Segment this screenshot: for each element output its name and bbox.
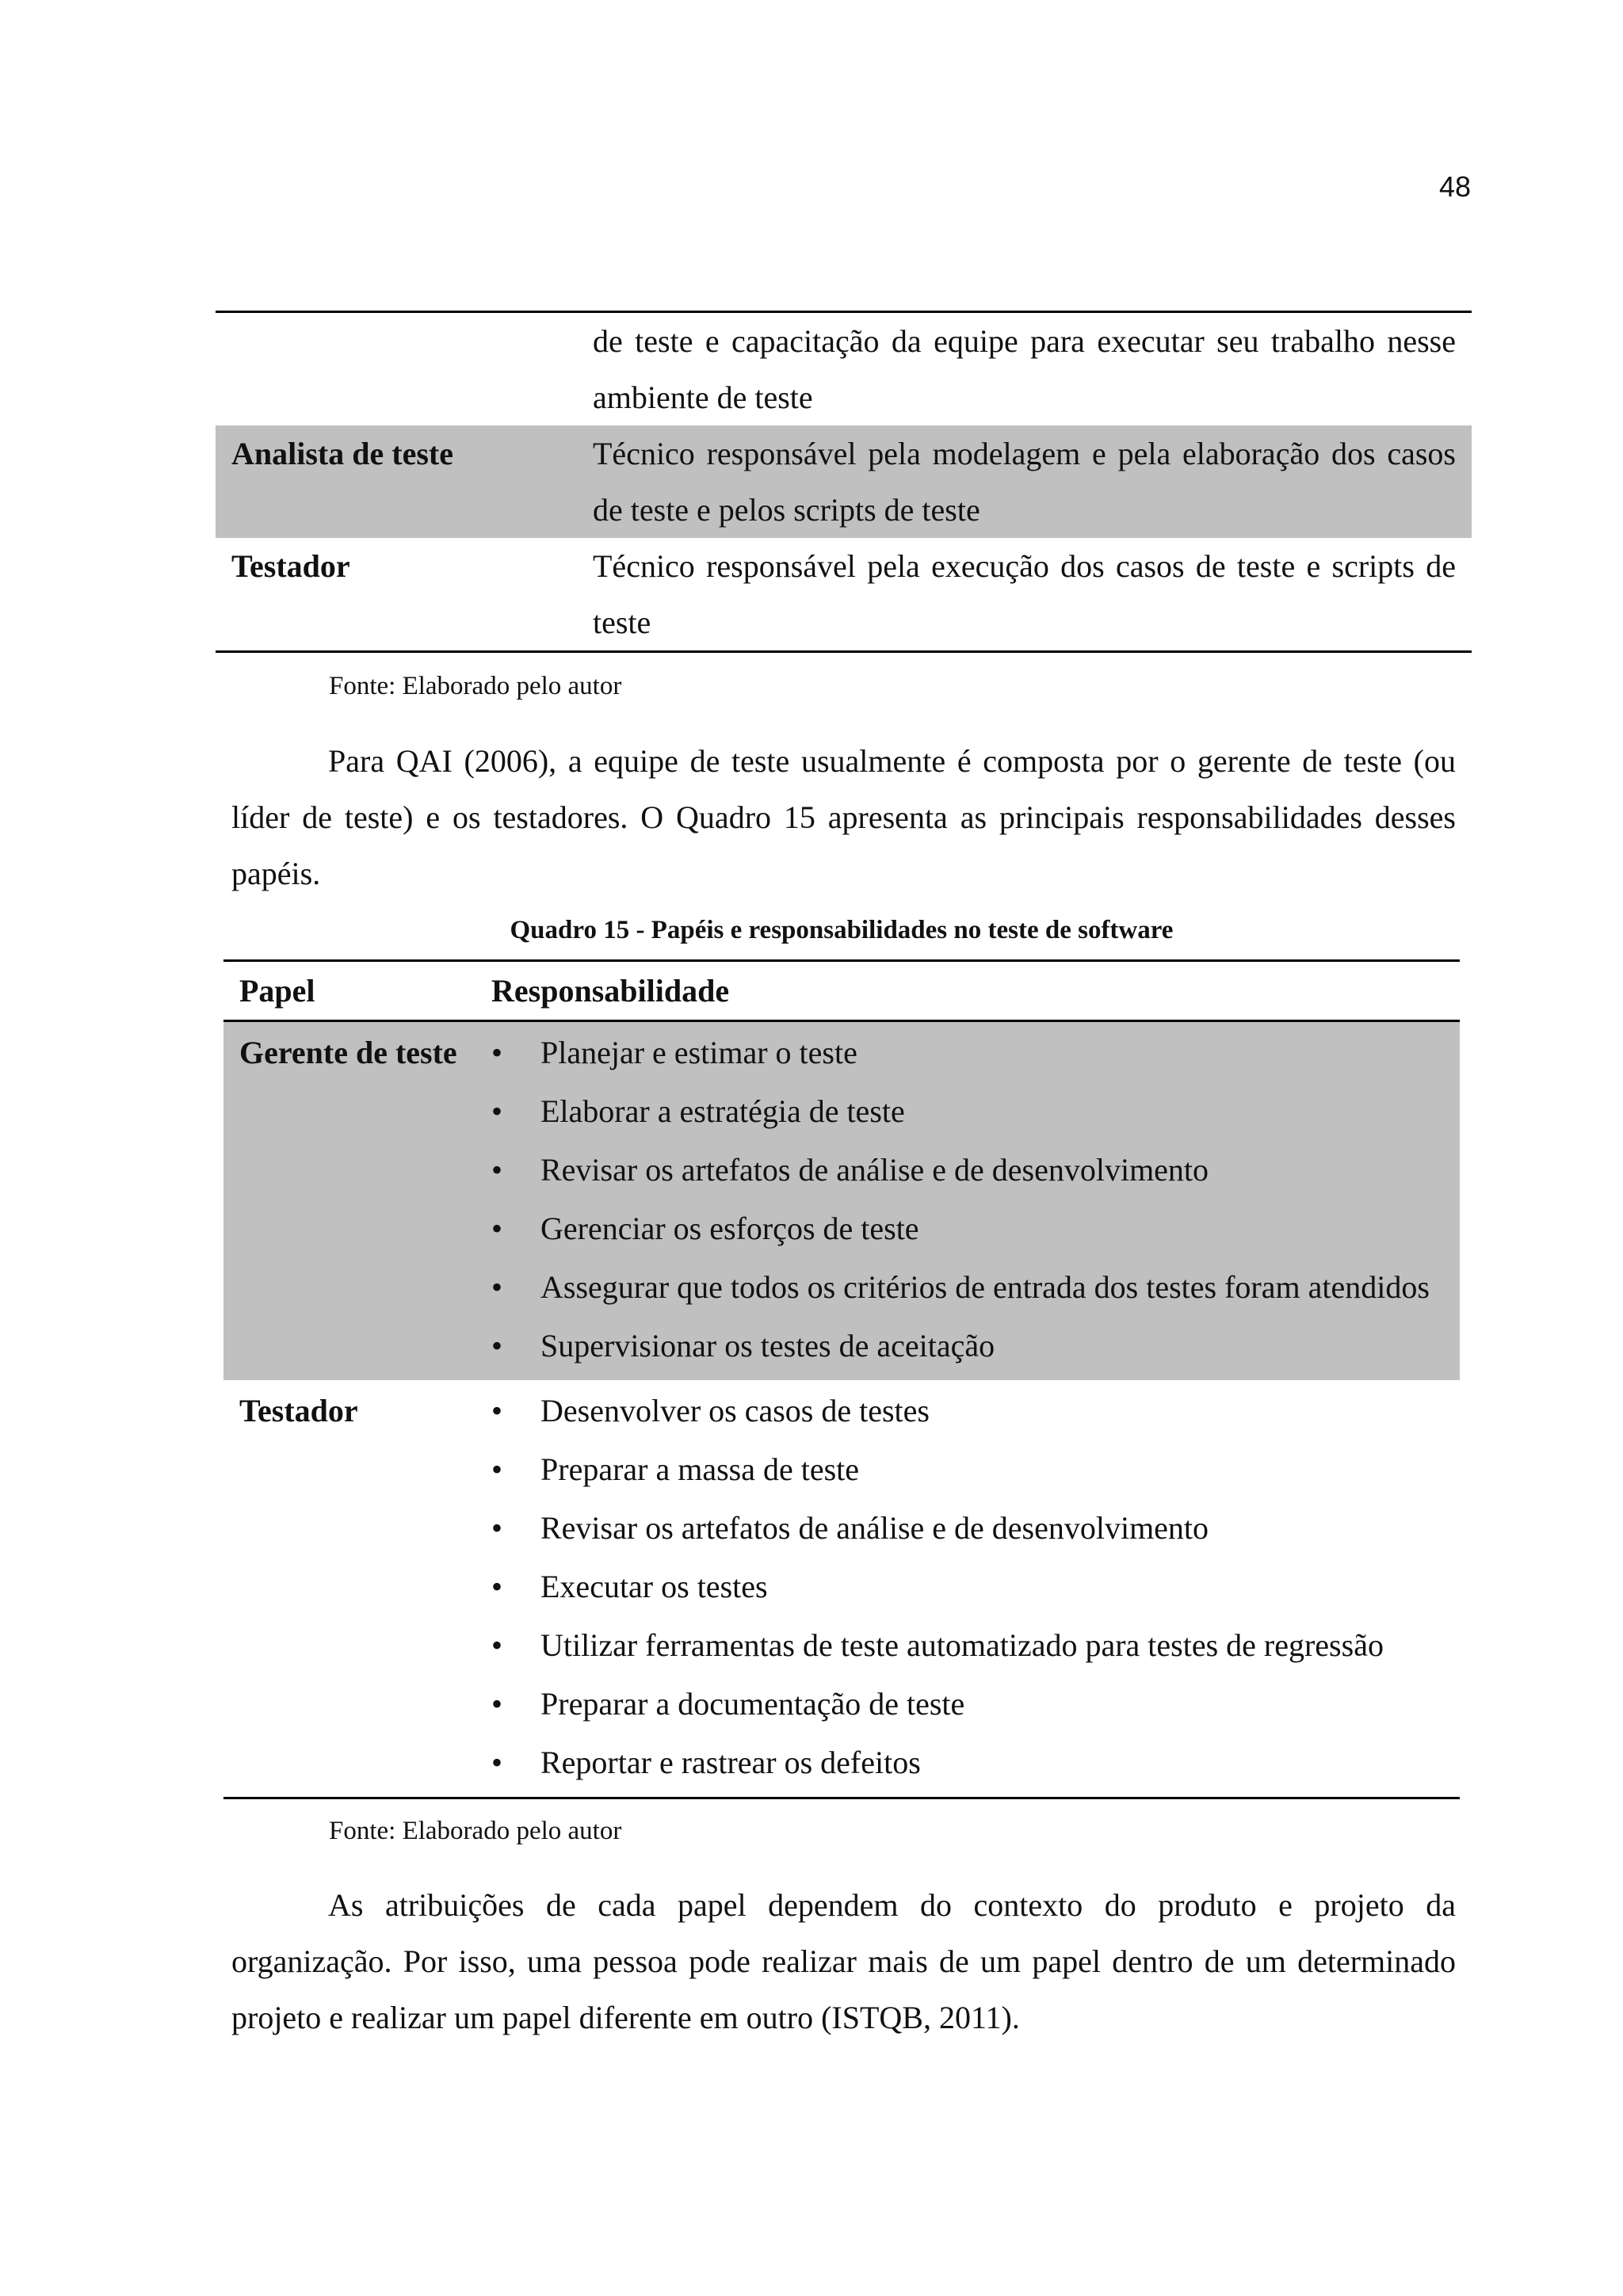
list-item-text: Revisar os artefatos de análise e de desenvolvimento bbox=[540, 1510, 1209, 1546]
bullet-icon: • bbox=[491, 1627, 503, 1663]
list-item-text: Executar os testes bbox=[540, 1569, 768, 1604]
continuation-table bbox=[216, 311, 1472, 653]
list-item bbox=[491, 1024, 1460, 1082]
header-responsabilidade: Responsabilidade bbox=[491, 973, 730, 1009]
bullet-icon: • bbox=[491, 1745, 503, 1780]
table-source: Fonte: Elaborado pelo autor bbox=[329, 1817, 622, 1845]
list-item-text: Reportar e rastrear os defeitos bbox=[540, 1745, 921, 1780]
bullet-icon: • bbox=[491, 1393, 503, 1428]
description-cell: Técnico responsável pela execução dos casos de teste e scripts de teste bbox=[593, 548, 1456, 640]
page-number: 48 bbox=[1438, 170, 1471, 203]
list-item-text: Utilizar ferramentas de teste automatizado para testes de regressão bbox=[540, 1627, 1384, 1663]
bullet-icon: • bbox=[491, 1328, 503, 1363]
list-item-text: Elaborar a estratégia de teste bbox=[540, 1093, 905, 1129]
bullet-icon: • bbox=[491, 1035, 503, 1070]
list-item bbox=[491, 1733, 1460, 1792]
role-group-testador bbox=[223, 1380, 1460, 1797]
bullet-icon: • bbox=[491, 1451, 503, 1487]
bullet-icon: • bbox=[491, 1510, 503, 1546]
table-row bbox=[216, 538, 1472, 650]
role-name: Gerente de teste bbox=[239, 1035, 457, 1070]
list-item-text: Supervisionar os testes de aceitação bbox=[540, 1328, 995, 1363]
list-item bbox=[491, 1440, 1460, 1499]
role-cell: Analista de teste bbox=[231, 436, 453, 471]
list-item-text: Gerenciar os esforços de teste bbox=[540, 1211, 919, 1246]
responsibility-list bbox=[491, 1024, 1460, 1375]
body-paragraph-2: As atribuições de cada papel dependem do contexto do produto e projeto da organização. Por isso, uma pessoa pode realizar mais de um papel dentro de um determinado projeto e realizar um papel diferente em outro (ISTQB, 2011). bbox=[231, 1887, 1456, 2035]
list-item-text: Preparar a documentação de teste bbox=[540, 1686, 965, 1722]
list-item bbox=[491, 1141, 1460, 1199]
description-cell: de teste e capacitação da equipe para executar seu trabalho nesse ambiente de teste bbox=[593, 323, 1456, 415]
list-item bbox=[491, 1675, 1460, 1733]
body-paragraph-1: Para QAI (2006), a equipe de teste usualmente é composta por o gerente de teste (ou líder de teste) e os testadores. O Quadro 15 apresenta as principais responsabilidades desses papéis. bbox=[231, 743, 1456, 891]
header-papel: Papel bbox=[239, 973, 315, 1009]
list-item-text: Preparar a massa de teste bbox=[540, 1451, 860, 1487]
list-item bbox=[491, 1317, 1460, 1375]
list-item bbox=[491, 1616, 1460, 1675]
bullet-icon: • bbox=[491, 1686, 503, 1722]
list-item bbox=[491, 1199, 1460, 1258]
table-row bbox=[216, 425, 1472, 538]
list-item bbox=[491, 1558, 1460, 1616]
bullet-icon: • bbox=[491, 1152, 503, 1188]
role-cell bbox=[216, 313, 593, 425]
table-caption: Quadro 15 - Papéis e responsabilidades no teste de software bbox=[510, 916, 1174, 944]
bullet-icon: • bbox=[491, 1569, 503, 1604]
list-item-text: Revisar os artefatos de análise e de desenvolvimento bbox=[540, 1152, 1209, 1188]
bullet-icon: • bbox=[491, 1093, 503, 1129]
role-name: Testador bbox=[239, 1393, 358, 1428]
list-item bbox=[491, 1499, 1460, 1558]
bullet-icon: • bbox=[491, 1269, 503, 1305]
list-item-text: Desenvolver os casos de testes bbox=[540, 1393, 930, 1428]
list-item bbox=[491, 1382, 1460, 1440]
list-item-text: Planejar e estimar o teste bbox=[540, 1035, 857, 1070]
responsibility-list bbox=[491, 1382, 1460, 1792]
bullet-icon: • bbox=[491, 1211, 503, 1246]
list-item-text: Assegurar que todos os critérios de entrada dos testes foram atendidos bbox=[540, 1269, 1430, 1305]
list-item bbox=[491, 1258, 1460, 1317]
role-cell: Testador bbox=[231, 548, 350, 584]
table-source: Fonte: Elaborado pelo autor bbox=[329, 672, 622, 700]
role-group-gerente bbox=[223, 1022, 1460, 1380]
roles-table bbox=[223, 959, 1460, 1799]
list-item bbox=[491, 1082, 1460, 1141]
table-header-row bbox=[223, 962, 1460, 1022]
table-row bbox=[216, 313, 1472, 425]
description-cell: Técnico responsável pela modelagem e pela elaboração dos casos de teste e pelos scripts de teste bbox=[593, 436, 1456, 528]
